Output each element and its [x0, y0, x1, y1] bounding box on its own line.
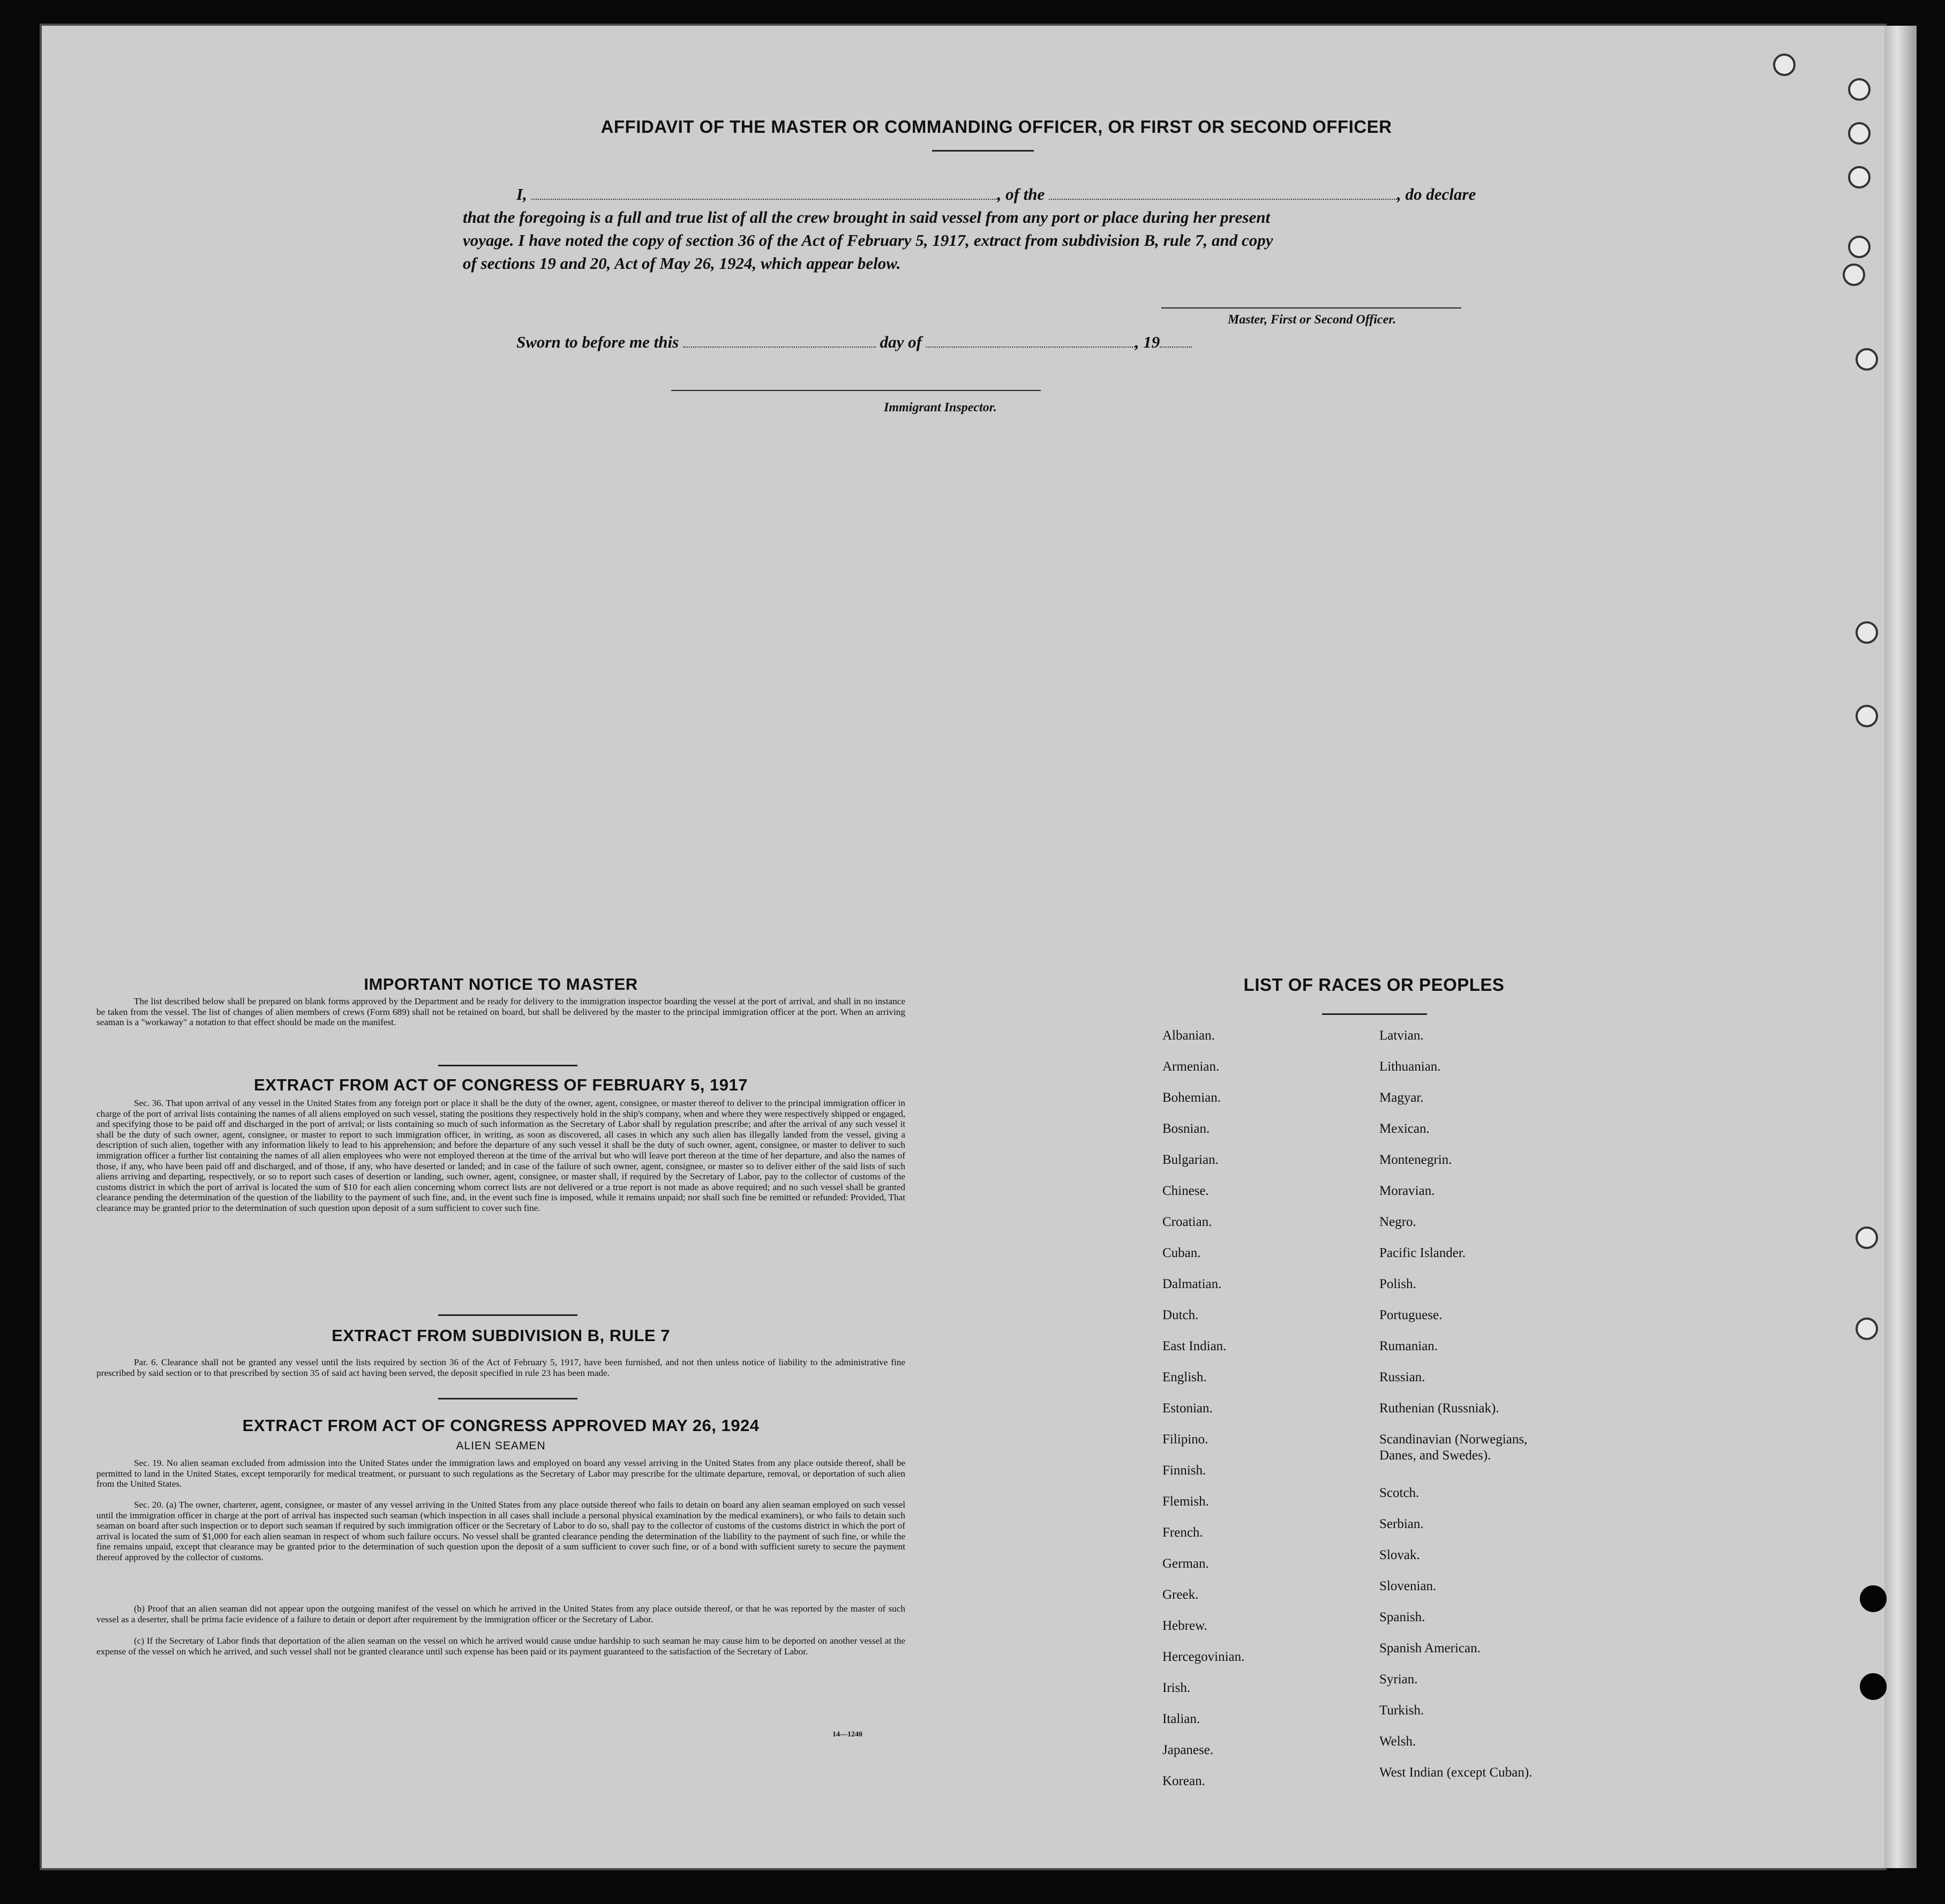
race-item: Armenian.	[1162, 1059, 1220, 1074]
race-item: Greek.	[1162, 1587, 1199, 1602]
punch-hole	[1843, 264, 1865, 286]
race-item: Turkish.	[1379, 1703, 1424, 1718]
sworn-month-blank	[926, 332, 1135, 348]
extract-1924-sec20a: Sec. 20. (a) The owner, charterer, agent, consignee, or master of any vessel arriving in the United States from any place outside thereof who fails to detain on board any alien seaman employed on such vessel until the immigration officer in charge at the port of arrival has inspected such seaman (which inspection in all cases shall include a personal physical examination by the medical examiners), or who fails to detain such seaman on board after such inspection or to deport such seaman if required by such immigration officer or the Secretary of Labor to do so, shall pay to the collector of customs of the customs district in which the port of arrival is located the sum of $1,000 for each alien seaman in respect of whom such failure occurs. No vessel shall be granted clearance pending the determination of the liability to the payment of such fine, or while the fine remains unpaid, except that clearance may be granted prior to the determination of such question upon the deposit of a sum sufficient to cover such fine, or of a bond with sufficient surety to secure the payment thereof approved by the collector of customs.	[96, 1500, 905, 1562]
race-item: German.	[1162, 1556, 1209, 1571]
extract-1917-title: EXTRACT FROM ACT OF CONGRESS OF FEBRUARY 5, 1917	[254, 1075, 748, 1094]
affidavit-line-4: of sections 19 and 20, Act of May 26, 1924, which appear below.	[463, 254, 901, 273]
extract-1924-sec20b: (b) Proof that an alien seaman did not appear upon the outgoing manifest of the vessel on which he arrived in the United States from any place outside thereof, or that he was reported by the master of such vessel as a deserter, shall be prima facie evidence of a failure to detain or deport after requirement by the immigration officer or the Secretary of Labor.	[96, 1604, 905, 1624]
punch-hole	[1860, 1585, 1887, 1612]
punch-hole	[1856, 348, 1878, 371]
punch-hole	[1848, 78, 1871, 101]
title-rule	[932, 150, 1034, 152]
extract-1924-sec19: Sec. 19. No alien seaman excluded from admission into the United States under the immigration laws and employed on board any vessel arriving in the United States from any place outside thereof, shall be permitted to land in the United States, except temporarily for medical treatment, or pursuant to such regulations as the Secretary of Labor may prescribe for the ultimate departure, removal, or deportation of such alien from the United States.	[96, 1458, 905, 1489]
punch-hole	[1848, 166, 1871, 189]
extract-1924-title: EXTRACT FROM ACT OF CONGRESS APPROVED MAY 26, 1924	[242, 1416, 760, 1435]
affidavit-line-1	[516, 183, 1476, 205]
race-item: Polish.	[1379, 1277, 1416, 1291]
extract-1924-subtitle: ALIEN SEAMEN	[456, 1440, 546, 1452]
race-item: Slovenian.	[1379, 1579, 1437, 1593]
affidavit-i-label: I,	[516, 185, 527, 204]
race-item: Estonian.	[1162, 1401, 1213, 1416]
sworn-day-blank	[683, 332, 876, 348]
races-title-rule	[1322, 1013, 1427, 1015]
race-item: Korean.	[1162, 1774, 1205, 1788]
sworn-day-of-label: day of	[880, 333, 922, 351]
race-item: Magyar.	[1379, 1090, 1424, 1105]
race-item: Ruthenian (Russniak).	[1379, 1401, 1499, 1416]
race-item: Welsh.	[1379, 1734, 1416, 1749]
race-item: East Indian.	[1162, 1339, 1227, 1353]
race-item: Flemish.	[1162, 1494, 1209, 1509]
race-item: Hebrew.	[1162, 1619, 1207, 1633]
affidavit-line-3: voyage. I have noted the copy of section 36 of the Act of February 5, 1917, extract from subdivision B, rule 7, and copy	[463, 231, 1273, 250]
race-item: Mexican.	[1379, 1122, 1430, 1136]
race-item: Finnish.	[1162, 1463, 1206, 1478]
punch-hole	[1856, 621, 1878, 644]
race-item: Croatian.	[1162, 1215, 1212, 1229]
race-item: Pacific Islander.	[1379, 1246, 1466, 1260]
race-item: Bohemian.	[1162, 1090, 1221, 1105]
punch-hole	[1856, 1226, 1878, 1249]
races-right-column	[1379, 1028, 1556, 1796]
sworn-label: Sworn to before me this	[516, 333, 679, 351]
master-signature-label: Master, First or Second Officer.	[1228, 313, 1396, 327]
race-item: Spanish.	[1379, 1610, 1425, 1624]
sworn-year-label: , 19	[1135, 333, 1160, 351]
punch-hole	[1856, 705, 1878, 727]
race-item: Slovak.	[1379, 1548, 1420, 1562]
race-item: Negro.	[1379, 1215, 1416, 1229]
race-item: Moravian.	[1379, 1184, 1435, 1198]
race-item: Italian.	[1162, 1712, 1200, 1726]
race-item: Irish.	[1162, 1681, 1191, 1695]
race-item: Albanian.	[1162, 1028, 1215, 1043]
divider-rule-1	[438, 1065, 577, 1066]
race-item: Russian.	[1379, 1370, 1425, 1384]
inspector-signature-line	[671, 390, 1041, 391]
form-number: 14—1240	[832, 1730, 862, 1739]
race-item: Montenegrin.	[1379, 1153, 1452, 1167]
punch-hole	[1848, 236, 1871, 258]
race-item: Hercegovinian.	[1162, 1650, 1245, 1664]
punch-hole	[1856, 1318, 1878, 1340]
race-item: Spanish American.	[1379, 1641, 1481, 1655]
vessel-name-blank	[1049, 184, 1397, 200]
race-item: Serbian.	[1379, 1517, 1424, 1531]
document-page	[42, 26, 1884, 1868]
race-item: Lithuanian.	[1379, 1059, 1441, 1074]
affidavit-declare-label: , do declare	[1397, 185, 1476, 204]
notice-body: The list described below shall be prepared on blank forms approved by the Department and be ready for delivery to the immigration inspector boarding the vessel at the port of arrival, and shall in no instance be taken from the vessel. The list of changes of alien members of crews (Form 689) shall not be retained on board, but shall be delivered by the master to the principal immigration officer at the port. When an arriving seaman is a "workaway" a notation to that effect should be made on the manifest.	[96, 996, 905, 1028]
divider-rule-2	[438, 1314, 577, 1316]
race-item: Dalmatian.	[1162, 1277, 1222, 1291]
affidavit-of-the-label: , of the	[997, 185, 1045, 204]
races-title: LIST OF RACES OR PEOPLES	[1243, 975, 1505, 995]
page-edge	[1884, 26, 1917, 1868]
extract-1917-body: Sec. 36. That upon arrival of any vessel in the United States from any foreign port or place it shall be the duty of the owner, agent, consignee, or master thereof to deliver to the principal immigration officer in charge of the port of arrival lists containing the names of all aliens employed on such vessel, stating the positions they respectively hold in the ship's company, when and where they were respectively shipped or engaged, and specifying those to be paid off and discharged in the port of arrival; or lists containing so much of such information as the Secretary of Labor shall by regulation prescribe; and after the arrival of any such vessel it shall be the duty of such owner, agent, consignee, or master to report to such immigration officer, in writing, as soon as discovered, all cases in which any such alien has illegally landed from the vessel, giving a description of such alien, together with any information likely to lead to his apprehension; and before the departure of any such vessel it shall be the duty of such owner, agent, consignee, or master to deliver to such immigration officer a further list containing the names of all alien employees who were not employed thereon at the time of the arrival but who will leave port thereon at the time of her departure, and also the names of those, if any, who have been paid off and discharged, and of those, if any, who have deserted or landed; and in case of the failure of such owner, agent, consignee, or master so to deliver either of the said lists of such aliens arriving and departing, respectively, or so to report such cases of desertion or landing, such owner, agent, consignee, or master shall, if required by the Secretary of Labor, pay to the collector of customs of the customs district in which the port of arrival is located the sum of $10 for each alien concerning whom correct lists are not delivered or a true report is not made as above required; and no such vessel shall be granted clearance pending the determination of the question of the liability to the payment of such fine, and, in the event such fine is imposed, while it remains unpaid; nor shall such fine be remitted or refunded: Provided, That clearance may be granted prior to the determination of such question upon deposit of a sum sufficient to cover such fine.	[96, 1098, 905, 1213]
race-item: Filipino.	[1162, 1432, 1208, 1447]
race-item: Syrian.	[1379, 1672, 1418, 1687]
race-item: Scotch.	[1379, 1486, 1420, 1500]
race-item: West Indian (except Cuban).	[1379, 1765, 1533, 1780]
sworn-line	[516, 331, 1192, 353]
punch-hole	[1848, 122, 1871, 145]
inspector-signature-label: Immigrant Inspector.	[884, 401, 997, 415]
race-item: Cuban.	[1162, 1246, 1201, 1260]
race-item: French.	[1162, 1525, 1203, 1540]
extract-rule7-body: Par. 6. Clearance shall not be granted any vessel until the lists required by section 36 of the Act of February 5, 1917, have been furnished, and not then unless notice of liability to the administrative fine prescribed by said section or to that prescribed by section 35 of said act having been served, the deposit specified in rule 23 has been made.	[96, 1357, 905, 1378]
race-item: Bosnian.	[1162, 1122, 1210, 1136]
extract-1924-sec20c: (c) If the Secretary of Labor finds that deportation of the alien seaman on the vessel on which he arrived would cause undue hardship to such seaman he may cause him to be deported on another vessel at the expense of the vessel on which he arrived, and such vessel shall not be granted clearance until such expense has been paid or its payment guaranteed to the satisfaction of the Secretary of Labor.	[96, 1636, 905, 1657]
officer-name-blank	[531, 184, 997, 200]
race-item: Scandinavian (Norwegians, Danes, and Swedes).	[1379, 1432, 1528, 1463]
punch-hole	[1773, 54, 1796, 76]
race-item: Japanese.	[1162, 1743, 1214, 1757]
race-item: Latvian.	[1379, 1028, 1424, 1043]
punch-hole	[1860, 1673, 1887, 1700]
extract-rule7-title: EXTRACT FROM SUBDIVISION B, RULE 7	[332, 1326, 670, 1345]
race-item: Dutch.	[1162, 1308, 1199, 1322]
race-item: Portuguese.	[1379, 1308, 1443, 1322]
divider-rule-3	[438, 1398, 577, 1399]
affidavit-line-2: that the foregoing is a full and true list of all the crew brought in said vessel from any port or place during her present	[463, 208, 1271, 227]
race-item: Chinese.	[1162, 1184, 1209, 1198]
affidavit-title: AFFIDAVIT OF THE MASTER OR COMMANDING OFFICER, OR FIRST OR SECOND OFFICER	[600, 117, 1392, 137]
sworn-year-blank	[1160, 332, 1192, 348]
race-item: Bulgarian.	[1162, 1153, 1219, 1167]
races-left-column	[1162, 1028, 1244, 1804]
race-item: English.	[1162, 1370, 1207, 1384]
master-signature-line	[1161, 307, 1461, 308]
notice-title: IMPORTANT NOTICE TO MASTER	[364, 975, 638, 994]
race-item: Rumanian.	[1379, 1339, 1438, 1353]
